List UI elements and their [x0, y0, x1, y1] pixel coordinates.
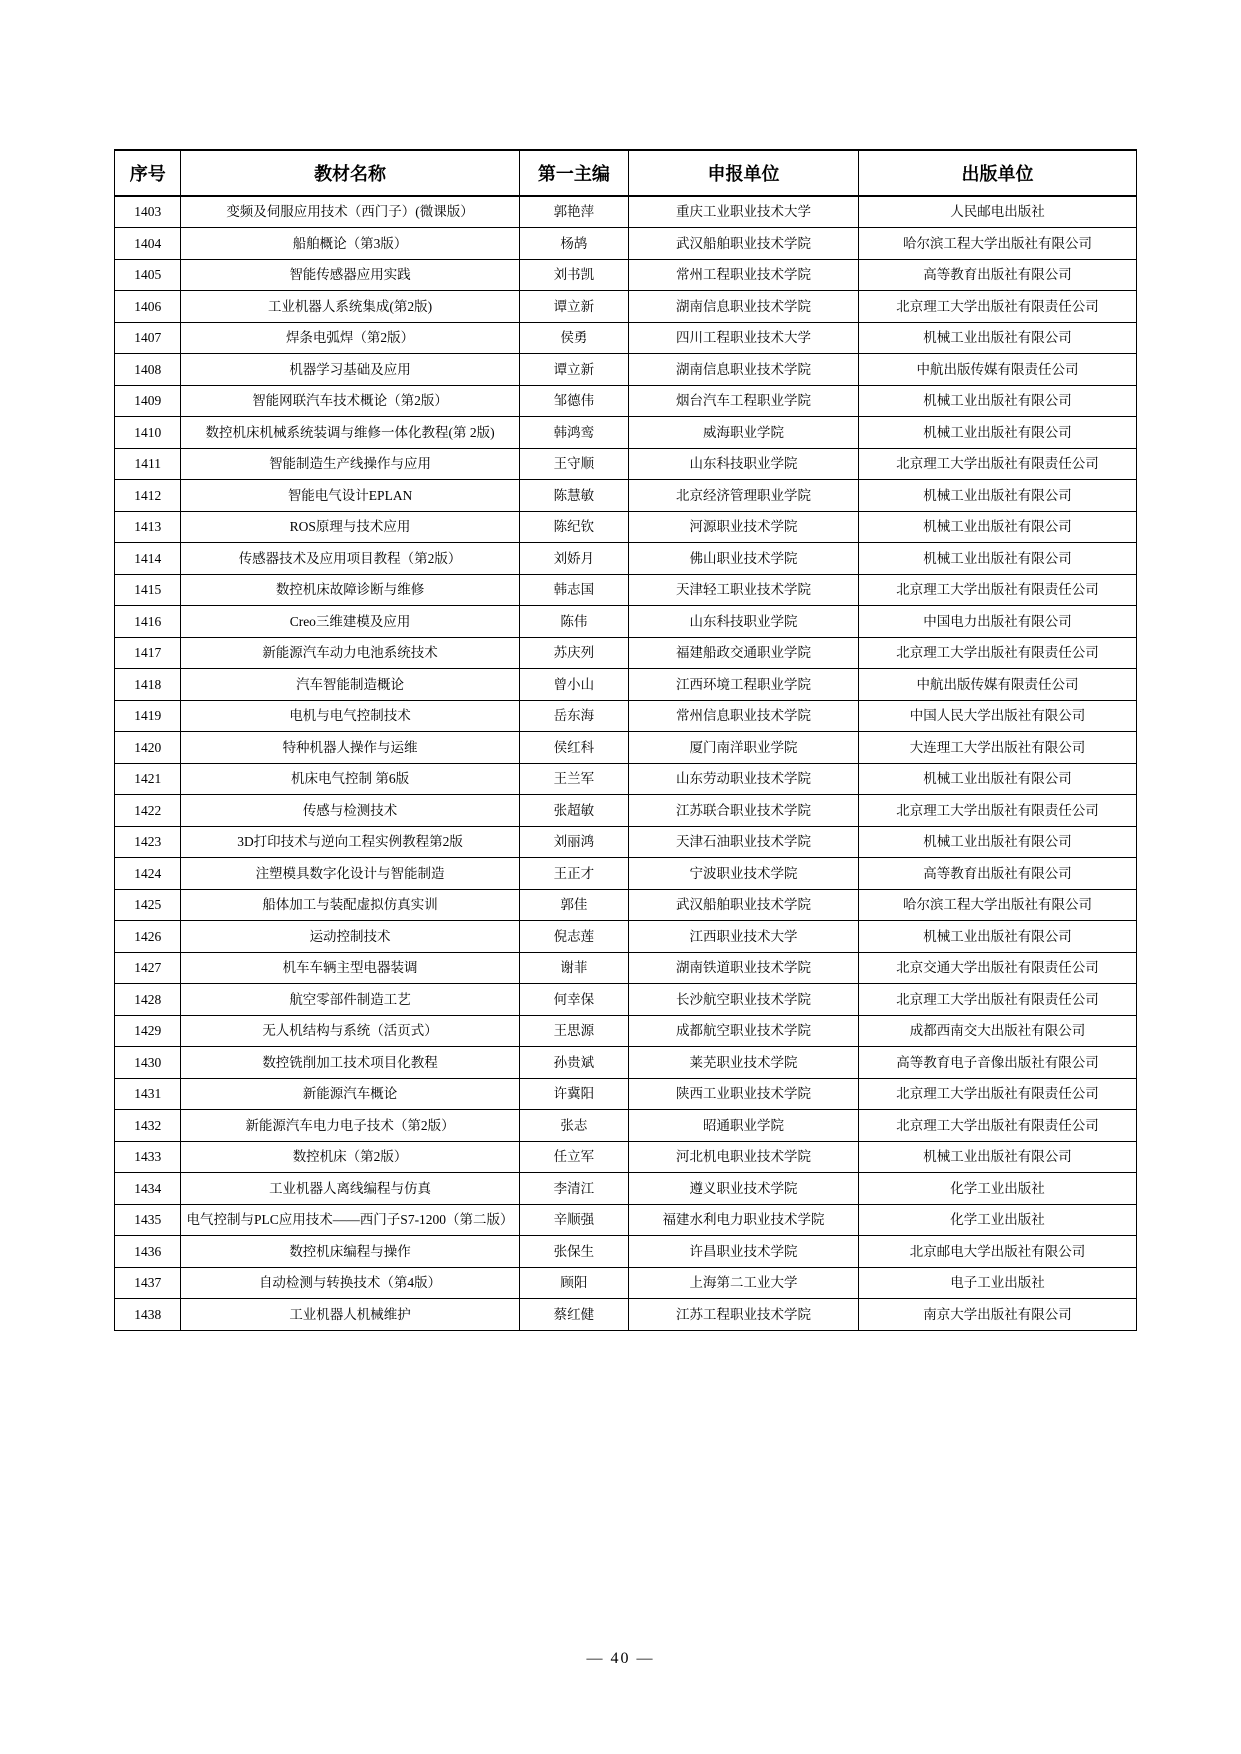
- row-applicant-unit: 湖南铁道职业技术学院: [629, 952, 859, 984]
- row-chief-editor: 倪志莲: [519, 921, 628, 953]
- table-row: [115, 196, 1137, 228]
- row-publisher-unit: 北京理工大学出版社有限责任公司: [858, 984, 1136, 1016]
- table-row: [115, 669, 1137, 701]
- row-chief-editor: 王兰军: [519, 763, 628, 795]
- row-textbook-title: 数控铣削加工技术项目化教程: [181, 1047, 519, 1079]
- row-publisher-unit: 北京邮电大学出版社有限公司: [858, 1236, 1136, 1268]
- row-chief-editor: 张超敏: [519, 795, 628, 827]
- row-serial-number: 1430: [115, 1047, 181, 1079]
- row-applicant-unit: 常州信息职业技术学院: [629, 700, 859, 732]
- row-chief-editor: 王正才: [519, 858, 628, 890]
- row-applicant-unit: 山东劳动职业技术学院: [629, 763, 859, 795]
- table-row: [115, 543, 1137, 575]
- row-serial-number: 1429: [115, 1015, 181, 1047]
- table-row: [115, 1141, 1137, 1173]
- row-chief-editor: 韩鸿鸾: [519, 417, 628, 449]
- row-serial-number: 1437: [115, 1267, 181, 1299]
- row-chief-editor: 何幸保: [519, 984, 628, 1016]
- row-textbook-title: 智能电气设计EPLAN: [181, 480, 519, 512]
- row-publisher-unit: 机械工业出版社有限公司: [858, 417, 1136, 449]
- row-textbook-title: 数控机床故障诊断与维修: [181, 574, 519, 606]
- row-applicant-unit: 重庆工业职业技术大学: [629, 196, 859, 228]
- row-publisher-unit: 高等教育出版社有限公司: [858, 858, 1136, 890]
- row-serial-number: 1413: [115, 511, 181, 543]
- table-row: [115, 1299, 1137, 1331]
- row-textbook-title: 3D打印技术与逆向工程实例教程第2版: [181, 826, 519, 858]
- row-chief-editor: 谢菲: [519, 952, 628, 984]
- textbook-table-body: [115, 196, 1137, 1330]
- row-serial-number: 1420: [115, 732, 181, 764]
- row-textbook-title: 船体加工与装配虚拟仿真实训: [181, 889, 519, 921]
- row-applicant-unit: 天津石油职业技术学院: [629, 826, 859, 858]
- table-row: [115, 606, 1137, 638]
- row-textbook-title: 智能制造生产线操作与应用: [181, 448, 519, 480]
- row-serial-number: 1421: [115, 763, 181, 795]
- row-textbook-title: 注塑模具数字化设计与智能制造: [181, 858, 519, 890]
- row-chief-editor: 刘娇月: [519, 543, 628, 575]
- row-textbook-title: 变频及伺服应用技术（西门子）(微课版）: [181, 196, 519, 228]
- table-row: [115, 826, 1137, 858]
- row-serial-number: 1431: [115, 1078, 181, 1110]
- row-chief-editor: 顾阳: [519, 1267, 628, 1299]
- table-row: [115, 858, 1137, 890]
- table-row: [115, 763, 1137, 795]
- row-textbook-title: 焊条电弧焊（第2版）: [181, 322, 519, 354]
- row-serial-number: 1415: [115, 574, 181, 606]
- row-publisher-unit: 北京理工大学出版社有限责任公司: [858, 1078, 1136, 1110]
- row-applicant-unit: 江西职业技术大学: [629, 921, 859, 953]
- row-serial-number: 1416: [115, 606, 181, 638]
- row-chief-editor: 谭立新: [519, 354, 628, 386]
- row-chief-editor: 郭佳: [519, 889, 628, 921]
- row-textbook-title: 智能网联汽车技术概论（第2版）: [181, 385, 519, 417]
- row-applicant-unit: 福建水利电力职业技术学院: [629, 1204, 859, 1236]
- row-chief-editor: 刘丽鸿: [519, 826, 628, 858]
- row-chief-editor: 辛顺强: [519, 1204, 628, 1236]
- row-serial-number: 1432: [115, 1110, 181, 1142]
- row-applicant-unit: 四川工程职业技术大学: [629, 322, 859, 354]
- row-chief-editor: 曾小山: [519, 669, 628, 701]
- row-applicant-unit: 长沙航空职业技术学院: [629, 984, 859, 1016]
- row-chief-editor: 任立军: [519, 1141, 628, 1173]
- row-textbook-title: 机器学习基础及应用: [181, 354, 519, 386]
- row-chief-editor: 刘书凯: [519, 259, 628, 291]
- table-row: [115, 1204, 1137, 1236]
- table-row: [115, 448, 1137, 480]
- row-applicant-unit: 山东科技职业学院: [629, 448, 859, 480]
- table-row: [115, 1110, 1137, 1142]
- row-textbook-title: 机床电气控制 第6版: [181, 763, 519, 795]
- row-serial-number: 1405: [115, 259, 181, 291]
- row-serial-number: 1406: [115, 291, 181, 323]
- row-publisher-unit: 哈尔滨工程大学出版社有限公司: [858, 228, 1136, 260]
- table-row: [115, 1015, 1137, 1047]
- row-publisher-unit: 南京大学出版社有限公司: [858, 1299, 1136, 1331]
- table-row: [115, 417, 1137, 449]
- row-chief-editor: 岳东海: [519, 700, 628, 732]
- row-applicant-unit: 江苏工程职业技术学院: [629, 1299, 859, 1331]
- row-publisher-unit: 人民邮电出版社: [858, 196, 1136, 228]
- row-applicant-unit: 莱芜职业技术学院: [629, 1047, 859, 1079]
- row-applicant-unit: 威海职业学院: [629, 417, 859, 449]
- row-textbook-title: ROS原理与技术应用: [181, 511, 519, 543]
- row-chief-editor: 张志: [519, 1110, 628, 1142]
- table-row: [115, 1267, 1137, 1299]
- row-chief-editor: 陈伟: [519, 606, 628, 638]
- row-applicant-unit: 湖南信息职业技术学院: [629, 354, 859, 386]
- row-applicant-unit: 昭通职业学院: [629, 1110, 859, 1142]
- row-textbook-title: 智能传感器应用实践: [181, 259, 519, 291]
- row-applicant-unit: 武汉船舶职业技术学院: [629, 228, 859, 260]
- row-chief-editor: 许冀阳: [519, 1078, 628, 1110]
- row-serial-number: 1428: [115, 984, 181, 1016]
- row-serial-number: 1435: [115, 1204, 181, 1236]
- row-textbook-title: 新能源汽车概论: [181, 1078, 519, 1110]
- row-textbook-title: 传感器技术及应用项目教程（第2版）: [181, 543, 519, 575]
- row-applicant-unit: 江苏联合职业技术学院: [629, 795, 859, 827]
- row-applicant-unit: 厦门南洋职业学院: [629, 732, 859, 764]
- column-header-textbook-title: 教材名称: [181, 150, 519, 196]
- header-row: [115, 150, 1137, 196]
- row-textbook-title: 机车车辆主型电器装调: [181, 952, 519, 984]
- table-row: [115, 889, 1137, 921]
- row-serial-number: 1422: [115, 795, 181, 827]
- row-serial-number: 1419: [115, 700, 181, 732]
- row-publisher-unit: 北京理工大学出版社有限责任公司: [858, 637, 1136, 669]
- table-row: [115, 228, 1137, 260]
- row-chief-editor: 杨鸪: [519, 228, 628, 260]
- row-serial-number: 1412: [115, 480, 181, 512]
- table-row: [115, 921, 1137, 953]
- row-publisher-unit: 机械工业出版社有限公司: [858, 322, 1136, 354]
- row-applicant-unit: 许昌职业技术学院: [629, 1236, 859, 1268]
- row-serial-number: 1403: [115, 196, 181, 228]
- row-serial-number: 1408: [115, 354, 181, 386]
- row-publisher-unit: 机械工业出版社有限公司: [858, 543, 1136, 575]
- row-serial-number: 1407: [115, 322, 181, 354]
- row-publisher-unit: 高等教育电子音像出版社有限公司: [858, 1047, 1136, 1079]
- row-textbook-title: 电气控制与PLC应用技术——西门子S7-1200（第二版）: [181, 1204, 519, 1236]
- row-serial-number: 1423: [115, 826, 181, 858]
- row-applicant-unit: 江西环境工程职业学院: [629, 669, 859, 701]
- page-number: — 40 —: [586, 1650, 655, 1667]
- row-applicant-unit: 天津轻工职业技术学院: [629, 574, 859, 606]
- table-row: [115, 574, 1137, 606]
- row-applicant-unit: 湖南信息职业技术学院: [629, 291, 859, 323]
- row-serial-number: 1417: [115, 637, 181, 669]
- table-row: [115, 1047, 1137, 1079]
- textbook-table: [114, 149, 1137, 1331]
- table-row: [115, 259, 1137, 291]
- table-row: [115, 480, 1137, 512]
- row-serial-number: 1410: [115, 417, 181, 449]
- table-header: [115, 150, 1137, 196]
- row-serial-number: 1414: [115, 543, 181, 575]
- table-row: [115, 385, 1137, 417]
- row-applicant-unit: 北京经济管理职业学院: [629, 480, 859, 512]
- column-header-publisher-unit: 出版单位: [858, 150, 1136, 196]
- row-applicant-unit: 烟台汽车工程职业学院: [629, 385, 859, 417]
- row-publisher-unit: 机械工业出版社有限公司: [858, 480, 1136, 512]
- row-chief-editor: 侯勇: [519, 322, 628, 354]
- table-row: [115, 1173, 1137, 1205]
- table-row: [115, 322, 1137, 354]
- row-publisher-unit: 机械工业出版社有限公司: [858, 385, 1136, 417]
- row-publisher-unit: 北京交通大学出版社有限责任公司: [858, 952, 1136, 984]
- row-chief-editor: 蔡红健: [519, 1299, 628, 1331]
- table-row: [115, 700, 1137, 732]
- table-row: [115, 984, 1137, 1016]
- row-chief-editor: 张保生: [519, 1236, 628, 1268]
- row-applicant-unit: 常州工程职业技术学院: [629, 259, 859, 291]
- row-textbook-title: 传感与检测技术: [181, 795, 519, 827]
- row-chief-editor: 孙贵斌: [519, 1047, 628, 1079]
- column-header-chief-editor: 第一主编: [519, 150, 628, 196]
- row-applicant-unit: 宁波职业技术学院: [629, 858, 859, 890]
- row-publisher-unit: 中国电力出版社有限公司: [858, 606, 1136, 638]
- row-publisher-unit: 中航出版传媒有限责任公司: [858, 669, 1136, 701]
- row-applicant-unit: 福建船政交通职业学院: [629, 637, 859, 669]
- row-textbook-title: 自动检测与转换技术（第4版）: [181, 1267, 519, 1299]
- row-textbook-title: Creo三维建模及应用: [181, 606, 519, 638]
- row-publisher-unit: 北京理工大学出版社有限责任公司: [858, 795, 1136, 827]
- row-serial-number: 1438: [115, 1299, 181, 1331]
- row-applicant-unit: 河源职业技术学院: [629, 511, 859, 543]
- table-row: [115, 952, 1137, 984]
- row-textbook-title: 工业机器人离线编程与仿真: [181, 1173, 519, 1205]
- row-textbook-title: 新能源汽车动力电池系统技术: [181, 637, 519, 669]
- row-publisher-unit: 电子工业出版社: [858, 1267, 1136, 1299]
- row-textbook-title: 数控机床（第2版）: [181, 1141, 519, 1173]
- row-chief-editor: 陈慧敏: [519, 480, 628, 512]
- column-header-serial-number: 序号: [115, 150, 181, 196]
- row-publisher-unit: 北京理工大学出版社有限责任公司: [858, 291, 1136, 323]
- row-serial-number: 1411: [115, 448, 181, 480]
- row-publisher-unit: 机械工业出版社有限公司: [858, 826, 1136, 858]
- row-publisher-unit: 成都西南交大出版社有限公司: [858, 1015, 1136, 1047]
- row-publisher-unit: 高等教育出版社有限公司: [858, 259, 1136, 291]
- table-row: [115, 511, 1137, 543]
- row-textbook-title: 新能源汽车电力电子技术（第2版）: [181, 1110, 519, 1142]
- table-row: [115, 637, 1137, 669]
- row-chief-editor: 郭艳萍: [519, 196, 628, 228]
- row-serial-number: 1404: [115, 228, 181, 260]
- row-serial-number: 1409: [115, 385, 181, 417]
- table-row: [115, 1078, 1137, 1110]
- row-serial-number: 1436: [115, 1236, 181, 1268]
- row-textbook-title: 航空零部件制造工艺: [181, 984, 519, 1016]
- table-row: [115, 732, 1137, 764]
- row-textbook-title: 数控机床编程与操作: [181, 1236, 519, 1268]
- row-publisher-unit: 机械工业出版社有限公司: [858, 1141, 1136, 1173]
- row-applicant-unit: 武汉船舶职业技术学院: [629, 889, 859, 921]
- row-publisher-unit: 大连理工大学出版社有限公司: [858, 732, 1136, 764]
- row-chief-editor: 侯红科: [519, 732, 628, 764]
- row-serial-number: 1434: [115, 1173, 181, 1205]
- row-chief-editor: 邹德伟: [519, 385, 628, 417]
- row-publisher-unit: 机械工业出版社有限公司: [858, 921, 1136, 953]
- row-textbook-title: 工业机器人系统集成(第2版): [181, 291, 519, 323]
- row-textbook-title: 工业机器人机械维护: [181, 1299, 519, 1331]
- row-textbook-title: 运动控制技术: [181, 921, 519, 953]
- row-publisher-unit: 化学工业出版社: [858, 1204, 1136, 1236]
- row-applicant-unit: 河北机电职业技术学院: [629, 1141, 859, 1173]
- row-applicant-unit: 成都航空职业技术学院: [629, 1015, 859, 1047]
- row-publisher-unit: 中航出版传媒有限责任公司: [858, 354, 1136, 386]
- row-textbook-title: 特种机器人操作与运维: [181, 732, 519, 764]
- table-row: [115, 1236, 1137, 1268]
- row-serial-number: 1426: [115, 921, 181, 953]
- row-publisher-unit: 哈尔滨工程大学出版社有限公司: [858, 889, 1136, 921]
- row-applicant-unit: 上海第二工业大学: [629, 1267, 859, 1299]
- row-publisher-unit: 机械工业出版社有限公司: [858, 511, 1136, 543]
- row-chief-editor: 韩志国: [519, 574, 628, 606]
- row-chief-editor: 李清江: [519, 1173, 628, 1205]
- row-applicant-unit: 山东科技职业学院: [629, 606, 859, 638]
- row-publisher-unit: 北京理工大学出版社有限责任公司: [858, 1110, 1136, 1142]
- row-applicant-unit: 佛山职业技术学院: [629, 543, 859, 575]
- column-header-applicant-unit: 申报单位: [629, 150, 859, 196]
- row-applicant-unit: 陕西工业职业技术学院: [629, 1078, 859, 1110]
- row-serial-number: 1427: [115, 952, 181, 984]
- row-publisher-unit: 机械工业出版社有限公司: [858, 763, 1136, 795]
- table-row: [115, 795, 1137, 827]
- row-publisher-unit: 北京理工大学出版社有限责任公司: [858, 574, 1136, 606]
- row-serial-number: 1424: [115, 858, 181, 890]
- row-serial-number: 1418: [115, 669, 181, 701]
- row-chief-editor: 王思源: [519, 1015, 628, 1047]
- row-serial-number: 1425: [115, 889, 181, 921]
- row-textbook-title: 船舶概论（第3版）: [181, 228, 519, 260]
- row-chief-editor: 苏庆列: [519, 637, 628, 669]
- row-serial-number: 1433: [115, 1141, 181, 1173]
- row-textbook-title: 数控机床机械系统装调与维修一体化教程(第 2版): [181, 417, 519, 449]
- row-publisher-unit: 化学工业出版社: [858, 1173, 1136, 1205]
- row-chief-editor: 谭立新: [519, 291, 628, 323]
- row-chief-editor: 陈纪钦: [519, 511, 628, 543]
- row-publisher-unit: 中国人民大学出版社有限公司: [858, 700, 1136, 732]
- row-chief-editor: 王守顺: [519, 448, 628, 480]
- row-publisher-unit: 北京理工大学出版社有限责任公司: [858, 448, 1136, 480]
- table-row: [115, 354, 1137, 386]
- row-textbook-title: 汽车智能制造概论: [181, 669, 519, 701]
- row-textbook-title: 电机与电气控制技术: [181, 700, 519, 732]
- table-row: [115, 291, 1137, 323]
- row-applicant-unit: 遵义职业技术学院: [629, 1173, 859, 1205]
- row-textbook-title: 无人机结构与系统（活页式）: [181, 1015, 519, 1047]
